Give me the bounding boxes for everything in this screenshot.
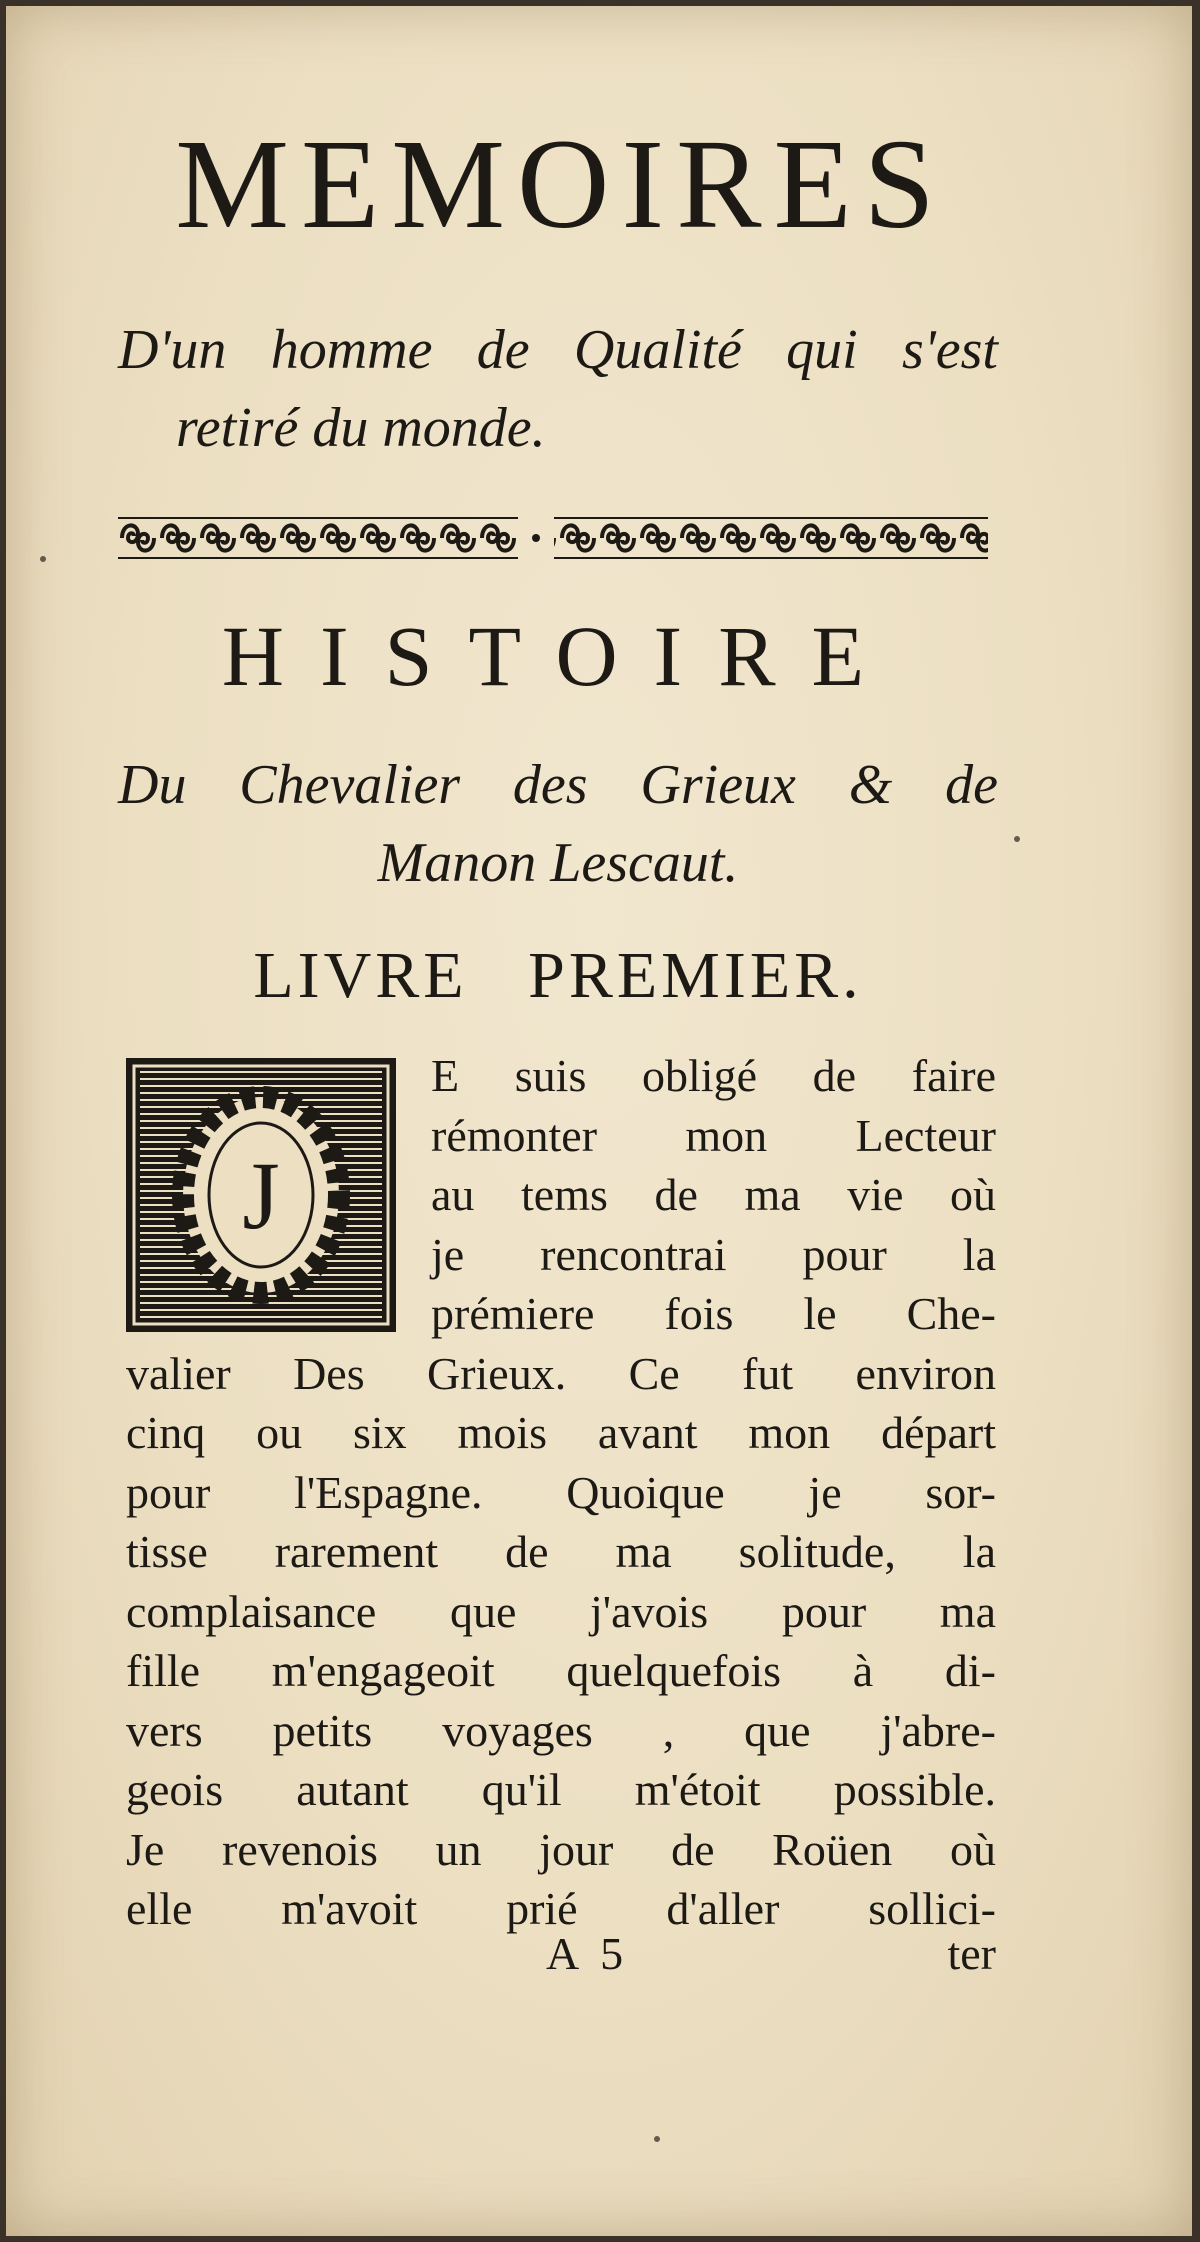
text-line: fille m'engageoit quelquefois à di- (126, 1645, 996, 1696)
text-line: geois autant qu'il m'étoit possible. (126, 1764, 996, 1815)
ink-speck (40, 556, 46, 562)
page-title: MEMOIRES (175, 113, 947, 255)
text-line: au tems de ma vie où (431, 1169, 996, 1220)
text-line: rémonter mon Lecteur (431, 1109, 996, 1161)
book-page (6, 6, 1192, 2236)
body-text (126, 1046, 996, 1939)
text-line: complaisance que j'avois pour ma (126, 1585, 996, 1637)
section-subheading (118, 746, 998, 902)
text-line: prémiere fois le Che- (431, 1288, 996, 1339)
text-line: je rencontrai pour la (431, 1228, 996, 1280)
text-line: elle m'avoit prié d'aller sollici- (126, 1883, 996, 1934)
text-line: Je revenois un jour de Roüen où (126, 1823, 996, 1875)
subtitle-line-2: retiré du monde. (176, 397, 546, 459)
section-subheading-line-1: Du Chevalier des Grieux & de (118, 754, 998, 816)
text-line: tisse rarement de ma solitude, la (126, 1526, 996, 1577)
drop-cap-letter: J (242, 1142, 280, 1249)
ink-speck (1014, 836, 1020, 842)
text-line: E suis obligé de faire (431, 1050, 996, 1101)
text-line: pour l'Espagne. Quoique je sor- (126, 1466, 996, 1518)
signature-mark: A 5 (546, 1928, 630, 1979)
text-line: vers petits voyages , que j'abre- (126, 1704, 996, 1756)
subtitle-line-1: D'un homme de Qualité qui s'est (118, 319, 998, 381)
subtitle (118, 311, 998, 467)
text-line: valier Des Grieux. Ce fut environ (126, 1347, 996, 1399)
page-footer (126, 1924, 996, 1984)
text-line: cinq ou six mois avant mon départ (126, 1407, 996, 1458)
ink-speck (654, 2136, 660, 2142)
section-subheading-line-2: Manon Lescaut. (377, 832, 739, 894)
ornament-band-icon (118, 514, 988, 562)
section-heading: HISTOIRE (221, 608, 901, 704)
catchword: ter (947, 1928, 996, 1979)
book-heading: LIVRE PREMIER. (253, 939, 863, 1012)
